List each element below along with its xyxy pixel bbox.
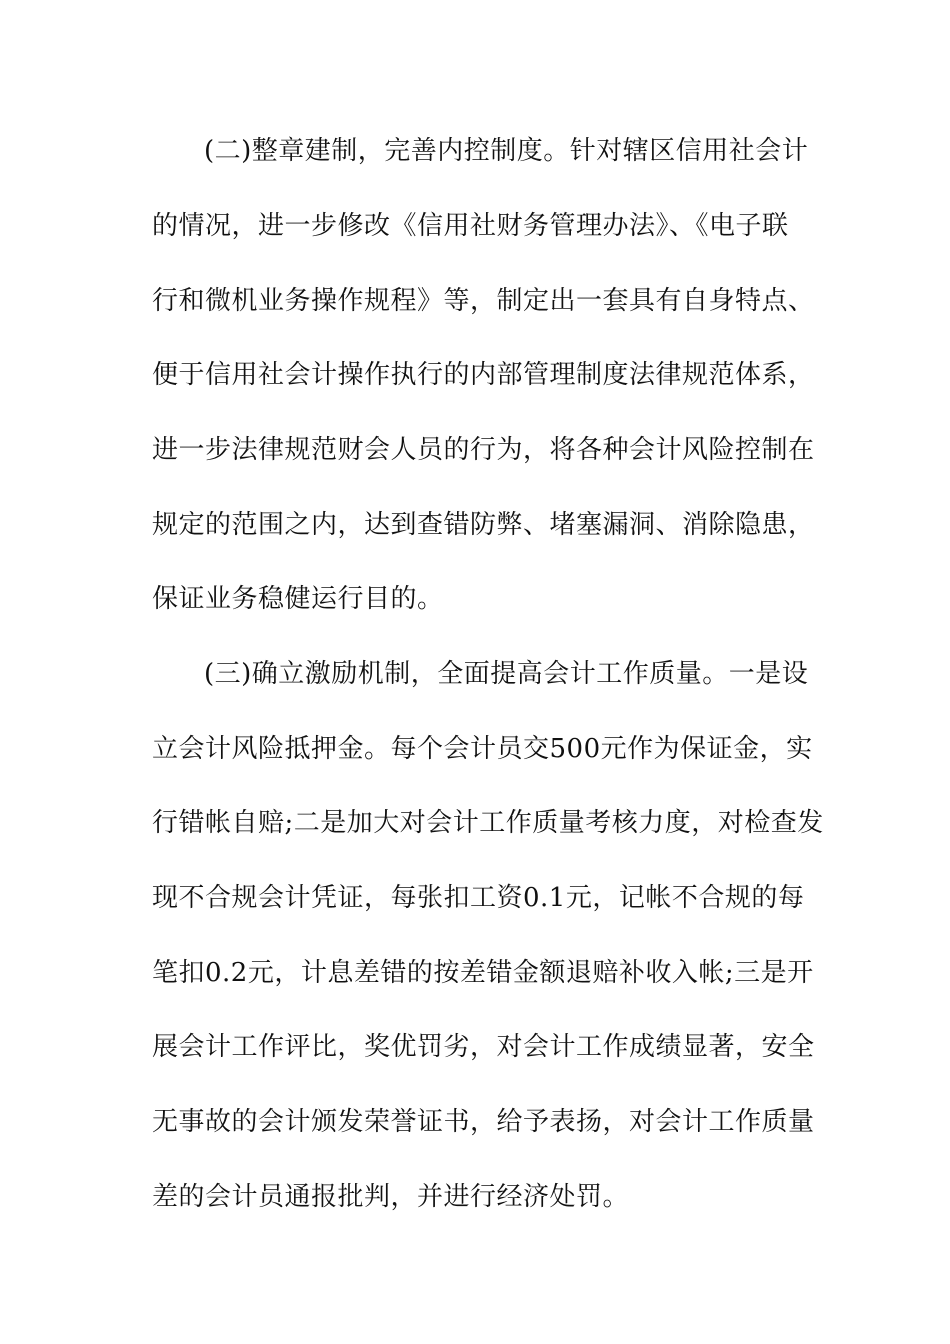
- paragraph-line: 的情况，进一步修改《信用社财务管理办法》、《电子联: [152, 211, 789, 241]
- paragraph-line: (三)确立激励机制，全面提高会计工作质量。一是设: [204, 659, 809, 689]
- paragraph-line: 便于信用社会计操作执行的内部管理制度法律规范体系，: [152, 360, 815, 390]
- paragraph-line: 现不合规会计凭证，每张扣工资0.1元，记帐不合规的每: [152, 883, 805, 913]
- paragraph-line: 进一步法律规范财会人员的行为，将各种会计风险控制在: [152, 435, 815, 465]
- paragraph-line: 笔扣0.2元，计息差错的按差错金额退赔补收入帐;三是开: [152, 958, 814, 988]
- paragraph-line: 差的会计员通报批判，并进行经济处罚。: [152, 1182, 630, 1212]
- paragraph-line: 行错帐自赔;二是加大对会计工作质量考核力度，对检查发: [152, 808, 824, 838]
- paragraph-line: 行和微机业务操作规程》等，制定出一套具有自身特点、: [152, 286, 815, 316]
- paragraph-line: 规定的范围之内，达到查错防弊、堵塞漏洞、消除隐患，: [152, 510, 815, 540]
- paragraph-line: 保证业务稳健运行目的。: [152, 584, 444, 614]
- paragraph-line: 无事故的会计颁发荣誉证书，给予表扬，对会计工作质量: [152, 1107, 815, 1137]
- paragraph-line: 立会计风险抵押金。每个会计员交500元作为保证金，实: [152, 734, 813, 764]
- paragraph-line: 展会计工作评比，奖优罚劣，对会计工作成绩显著，安全: [152, 1032, 815, 1062]
- paragraph-line: (二)整章建制，完善内控制度。针对辖区信用社会计: [204, 136, 809, 166]
